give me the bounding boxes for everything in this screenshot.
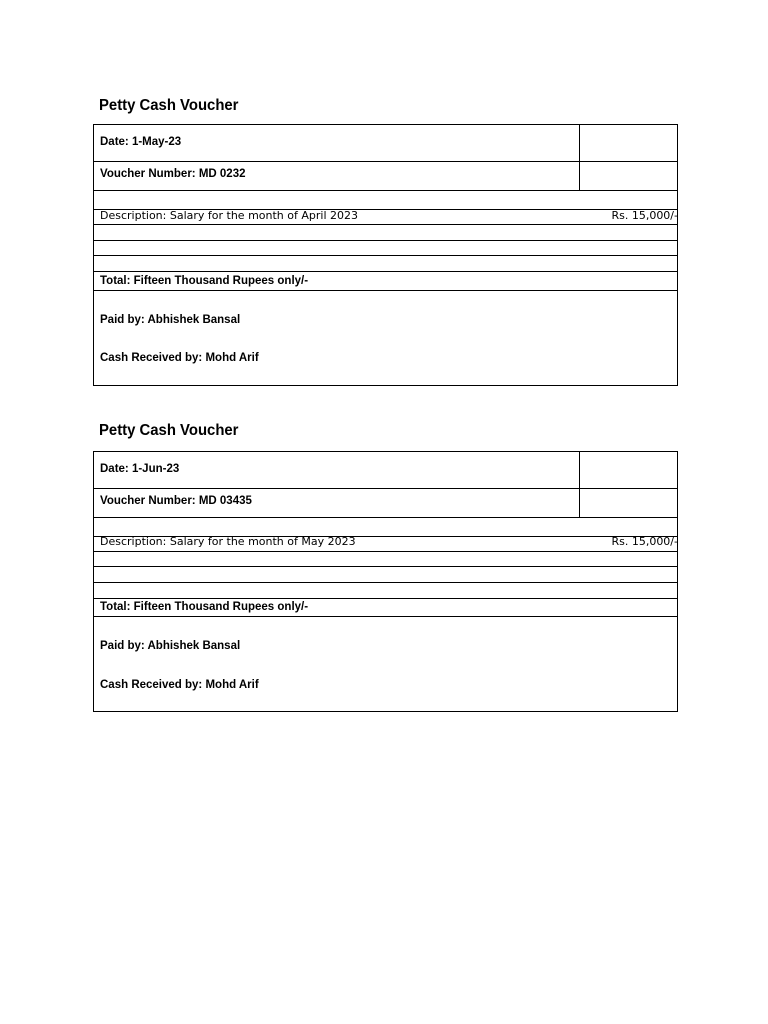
voucher-date: Date: 1-Jun-23: [100, 463, 180, 475]
voucher-amount: Rs. 15,000/-: [611, 209, 678, 222]
column-divider: [579, 452, 580, 517]
row-divider: [94, 582, 677, 583]
row-divider: [94, 190, 677, 191]
paid-by: Paid by: Abhishek Bansal: [100, 640, 241, 652]
row-divider: [94, 616, 677, 617]
voucher-table: [93, 451, 678, 712]
voucher-total: Total: Fifteen Thousand Rupees only/-: [100, 275, 309, 287]
row-divider: [94, 240, 677, 241]
cash-received-by: Cash Received by: Mohd Arif: [100, 679, 259, 691]
voucher-number: Voucher Number: MD 0232: [100, 168, 246, 180]
row-divider: [94, 290, 677, 291]
voucher-description: Description: Salary for the month of May 2023: [100, 535, 356, 548]
row-divider: [94, 255, 677, 256]
voucher-title: Petty Cash Voucher: [99, 97, 239, 114]
row-divider: [94, 551, 677, 552]
voucher-description: Description: Salary for the month of April 2023: [100, 209, 359, 222]
voucher-table: [93, 124, 678, 386]
voucher-number: Voucher Number: MD 03435: [100, 495, 252, 507]
voucher-title: Petty Cash Voucher: [99, 422, 239, 439]
column-divider: [579, 125, 580, 190]
row-divider: [94, 517, 677, 518]
row-divider: [94, 271, 677, 272]
voucher-amount: Rs. 15,000/-: [611, 535, 678, 548]
row-divider: [94, 224, 677, 225]
voucher-date: Date: 1-May-23: [100, 136, 182, 148]
paid-by: Paid by: Abhishek Bansal: [100, 314, 241, 326]
row-divider: [94, 488, 677, 489]
voucher-total: Total: Fifteen Thousand Rupees only/-: [100, 601, 309, 613]
cash-received-by: Cash Received by: Mohd Arif: [100, 352, 259, 364]
row-divider: [94, 598, 677, 599]
row-divider: [94, 161, 677, 162]
row-divider: [94, 566, 677, 567]
